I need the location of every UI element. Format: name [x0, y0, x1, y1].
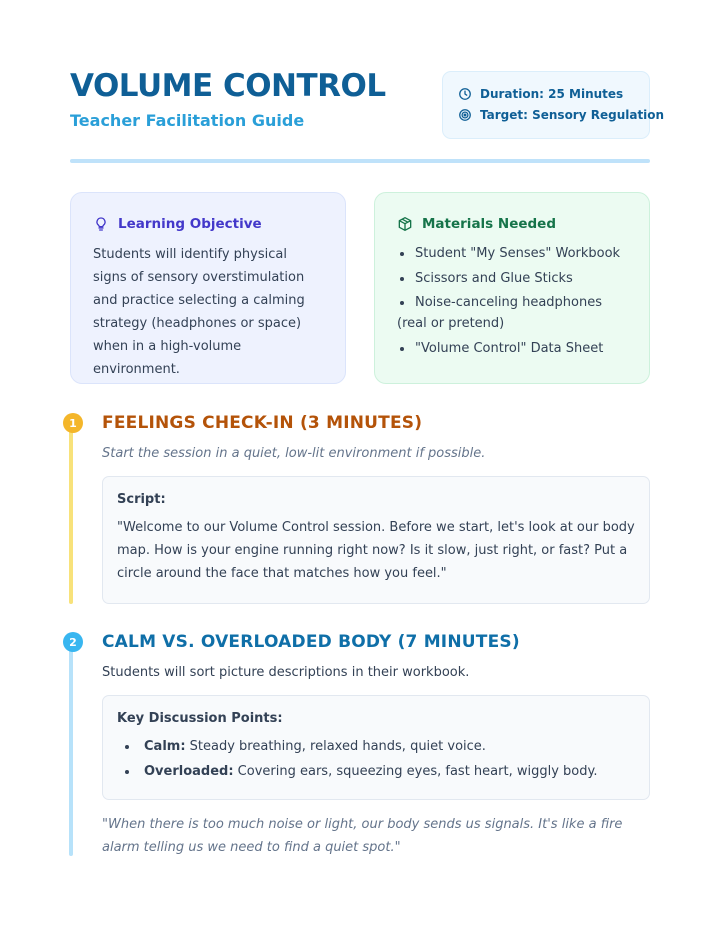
section-2-title: CALM VS. OVERLOADED BODY (7 MINUTES)	[102, 632, 520, 652]
discussion-points-list	[117, 735, 635, 783]
section-1-timeline-bar	[69, 424, 73, 604]
materials-list	[397, 243, 627, 359]
lightbulb-icon	[93, 216, 109, 232]
section-2-badge: 2	[63, 632, 83, 652]
materials-item: Noise-canceling headphones (real or pretend)	[397, 292, 627, 334]
script-label: Script:	[117, 492, 166, 507]
materials-item: Scissors and Glue Sticks	[397, 268, 627, 289]
page-subtitle: Teacher Facilitation Guide	[70, 111, 305, 130]
discussion-point	[117, 760, 635, 783]
materials-card	[374, 192, 650, 384]
section-1-badge: 1	[63, 413, 83, 433]
learning-objective-title: Learning Objective	[118, 216, 262, 232]
script-panel	[102, 476, 650, 604]
discussion-points-panel	[102, 695, 650, 800]
section-2-intro: Students will sort picture descriptions in their workbook.	[102, 665, 470, 680]
materials-title: Materials Needed	[422, 216, 557, 232]
session-meta-box	[442, 71, 665, 139]
materials-item: Student "My Senses" Workbook	[397, 243, 627, 264]
discussion-point-term: Overloaded:	[144, 764, 234, 779]
discussion-points-label: Key Discussion Points:	[117, 711, 283, 726]
target-row	[458, 107, 665, 122]
section-2-quote: "When there is too much noise or light, our body sends us signals. It's like a fire alarm telling us we need to find a quiet spot."	[102, 817, 623, 855]
target-text: Target: Sensory Regulation	[480, 107, 665, 122]
section-1-note: Start the session in a quiet, low-lit environment if possible.	[102, 446, 486, 461]
discussion-point-text: Steady breathing, relaxed hands, quiet voice.	[185, 739, 486, 754]
materials-item: "Volume Control" Data Sheet	[397, 338, 627, 359]
clock-icon	[458, 87, 472, 101]
header-divider	[70, 159, 650, 163]
duration-text: Duration: 25 Minutes	[480, 86, 624, 101]
page-title: VOLUME CONTROL	[70, 68, 386, 104]
section-1-title: FEELINGS CHECK-IN (3 MINUTES)	[102, 413, 423, 433]
section-2-timeline-bar	[69, 644, 73, 856]
learning-objective-text: Students will identify physical signs of sensory overstimulation and practice selecting a calming strategy (headphones or space) when in a high-volume environment.	[93, 247, 305, 377]
learning-objective-heading	[93, 213, 323, 235]
duration-row	[458, 86, 649, 101]
target-icon	[458, 108, 472, 122]
discussion-point-term: Calm:	[144, 739, 186, 754]
script-text: "Welcome to our Volume Control session. Before we start, let's look at our body map. How is your engine running right now? Is it slow, just right, or fast? Put a circle around the face that matches how you feel."	[117, 520, 635, 581]
discussion-point	[117, 735, 635, 758]
learning-objective-card	[70, 192, 346, 384]
materials-heading	[397, 213, 627, 235]
discussion-point-text: Covering ears, squeezing eyes, fast heart, wiggly body.	[233, 764, 598, 779]
box-icon	[397, 216, 413, 232]
